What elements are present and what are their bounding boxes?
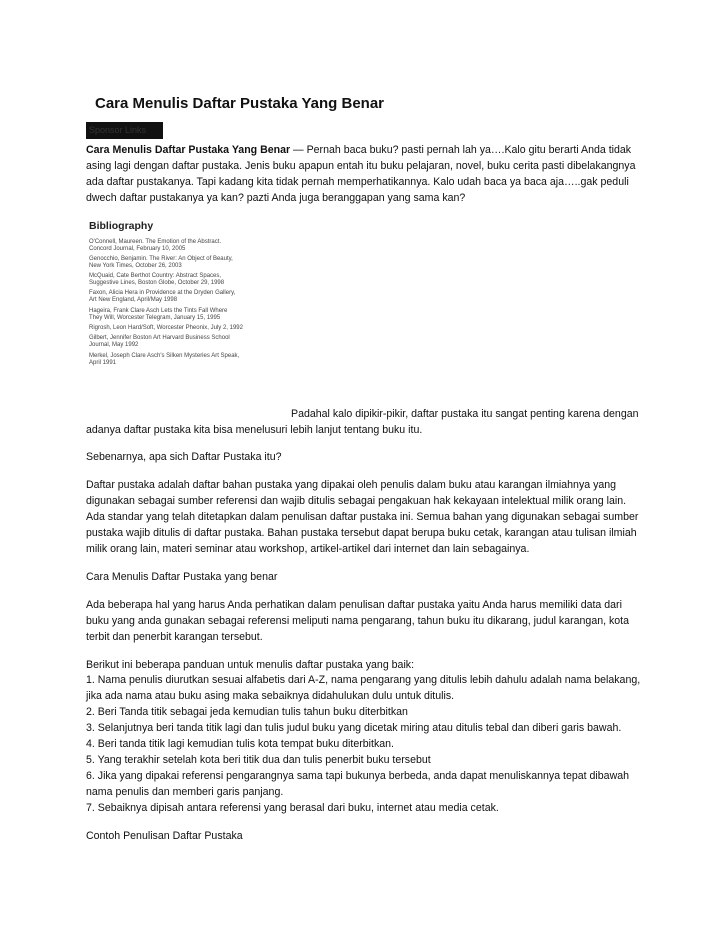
- page-title: Cara Menulis Daftar Pustaka Yang Benar: [95, 95, 384, 112]
- bibliography-heading: Bibliography: [89, 219, 154, 232]
- guide-item: 3. Selanjutnya beri tanda titik lagi dan tulis judul buku yang dicetak miring atau ditulis tebal dan diberi garis bawah.: [86, 722, 622, 735]
- guide-item: 1. Nama penulis diurutkan sesuai alfabetis dari A-Z, nama pengarang yang ditulis lebih dahulu adalah nama belakang, jika ada nama atau buku asing maka sebaiknya didahulukan dulu untuk ditulis.: [86, 674, 641, 703]
- bibliography-entry: Hageira, Frank Clare Asch Lets the Tints Fall Where They Will, Worcester Telegram, January 15, 1995: [89, 307, 228, 321]
- after-image-rest: dengan adanya daftar pustaka kita bisa menelusuri lebih lanjut tentang buku itu.: [86, 407, 639, 436]
- bibliography-entry: McQuaid, Cate Berthot Country: Abstract Spaces, Suggestive Lines, Boston Globe, October 29, 1998: [89, 273, 225, 287]
- bibliography-entry: O'Connell, Maureen. The Emotion of the Abstract. Concord Journal, February 10, 2005: [89, 238, 222, 252]
- example-heading: Contoh Penulisan Daftar Pustaka: [86, 829, 243, 842]
- definition-paragraph: Daftar pustaka adalah daftar bahan pustaka yang dipakai oleh penulis dalam buku atau karangan ilmiahnya yang digunakan sebagai sumber referensi dan wajib ditulis sebagai pengakuan hak kekayaan intelektual milik orang lain. Ada standar yang telah ditetapkan dalam penulisan daftar pustaka ini. Semua bahan yang digunakan sebagai sumber pustaka wajib ditulis di daftar pustaka. Bahan pustaka tersebut dapat berupa buku cetak, karangan atau tulisan ilmiah milik orang lain, materi seminar atau workshop, artikel-artikel dari internet dan lain sebagainya.: [86, 479, 639, 555]
- question-paragraph: Sebenarnya, apa sich Daftar Pustaka itu?: [86, 451, 282, 464]
- after-image-paragraph: [86, 407, 646, 439]
- bibliography-entry: Genocchio, Benjamin. The River: An Object of Beauty, New York Times, October 26, 2003: [89, 255, 233, 269]
- article-body: [86, 143, 646, 856]
- bibliography-entry: Rigrosh, Leon Hard/Soft, Worcester Pheonix, July 2, 1992: [89, 325, 243, 332]
- bibliography-entry: Merkel, Joseph Clare Asch's Silken Mysteries Art Speak, April 1991: [89, 352, 240, 366]
- guide-item: 2. Beri Tanda titik sebagai jeda kemudian tulis tahun buku diterbitkan: [86, 706, 408, 719]
- guide-item: 6. Jika yang dipakai referensi pengarangnya sama tapi bukunya berbeda, anda dapat menuliskannya tepat dibawah nama penulis dan memberi garis panjang.: [86, 769, 630, 798]
- guide-list: [86, 658, 646, 817]
- things-to-note-paragraph: Ada beberapa hal yang harus Anda perhatikan dalam penulisan daftar pustaka yaitu Anda harus memiliki data dari buku yang anda gunakan sebagai referensi meliputi nama pengarang, tahun buku itu dikarang, judul karangan, kota terbit dan penerbit karangan tersebut.: [86, 598, 630, 643]
- intro-bold-title: Cara Menulis Daftar Pustaka Yang Benar: [86, 144, 291, 156]
- section-heading: Cara Menulis Daftar Pustaka yang benar: [86, 570, 278, 583]
- guide-item: 5. Yang terakhir setelah kota beri titik dua dan tulis penerbit buku tersebut: [86, 753, 431, 766]
- sponsor-links-badge[interactable]: Sponsor Links: [86, 122, 163, 139]
- guide-item: 7. Sebaiknya dipisah antara referensi yang berasal dari buku, internet atau media cetak.: [86, 801, 499, 814]
- intro-paragraph: [86, 143, 646, 207]
- intro-text: — Pernah baca buku? pasti pernah lah ya….Kalo gitu berarti Anda tidak asing lagi dengan daftar pustaka. Jenis buku apapun entah itu buku pelajaran, novel, buku cerita pasti dibelakangnya ada daftar pustakanya. Tapi kadang kita tidak pernah memperhatikannya. Kalo udah baca ya baca aja…..gak peduli dwech daftar pustakanya ya kan? pazti Anda juga beranggapan yang sama kan?: [86, 144, 636, 204]
- bibliography-entry: Gilbert, Jennifer Boston Art Harvard Business School Journal, May 1992: [89, 335, 230, 349]
- guide-intro: Berikut ini beberapa panduan untuk menulis daftar pustaka yang baik:: [86, 658, 415, 671]
- bibliography-image: [86, 219, 646, 407]
- bibliography-list: [86, 219, 291, 407]
- bibliography-entry: Faxon, Alicia Hera in Providence at the Dryden Gallery, Art New England, April/May 1998: [89, 290, 236, 304]
- after-image-first: Padahal kalo dipikir-pikir, daftar pustaka itu sangat penting karena: [291, 407, 601, 420]
- guide-item: 4. Beri tanda titik lagi kemudian tulis kota tempat buku diterbitkan.: [86, 738, 394, 751]
